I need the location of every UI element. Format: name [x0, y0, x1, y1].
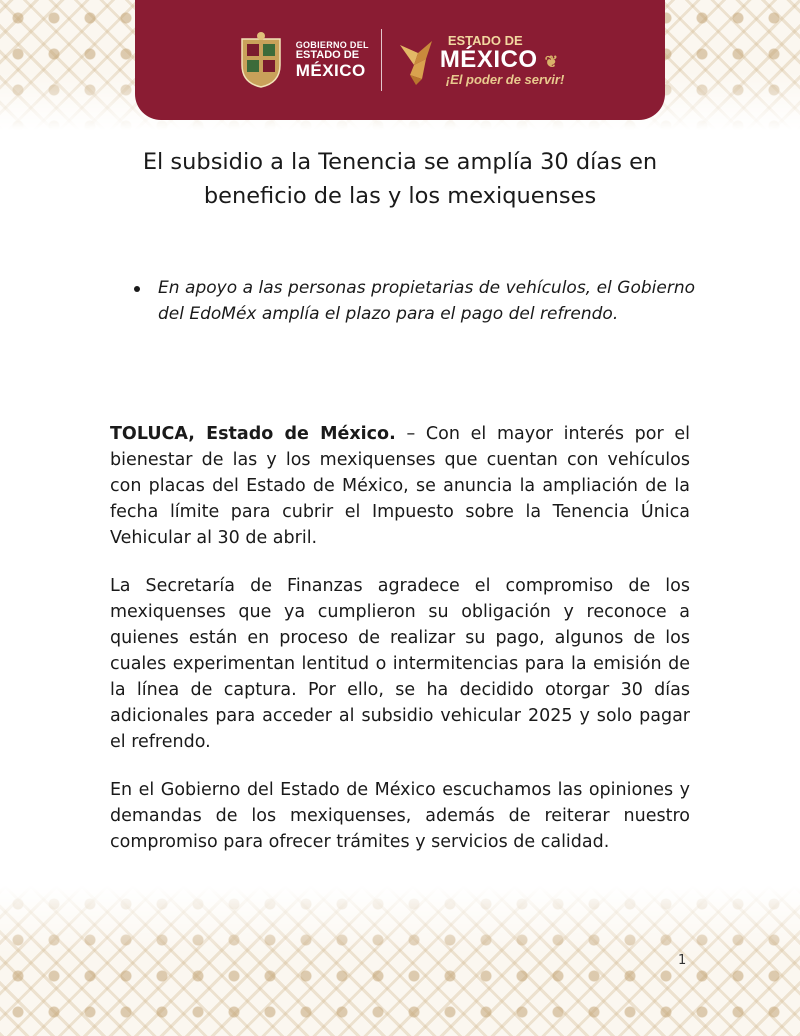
brand-line-1: ESTADO DE [447, 32, 523, 48]
bullet-dot-icon [134, 286, 140, 292]
hummingbird-logo-icon [396, 35, 436, 85]
government-wordmark [296, 41, 369, 80]
header-banner [135, 0, 665, 120]
state-brand-wordmark [440, 34, 564, 86]
state-seal-icon [236, 31, 286, 89]
paragraph-1-body: – Con el mayor interés por el bienestar de las y los mexiquenses que cuentan con vehículos con placas del Estado de México, se anuncia la ampliación de la fecha límite para cubrir el Impuesto sobre la Tenencia Única Vehicular al 30 de abril. [110, 424, 691, 548]
brand-line-2: MÉXICO [439, 46, 538, 74]
paragraph-3: En el Gobierno del Estado de México escuchamos las opiniones y demandas de los mexiquenses, además de reiterar nuestro compromiso para ofrecer trámites y servicios de calidad. [110, 780, 690, 852]
summary-bullet-text: En apoyo a las personas propietarias de vehículos, el Gobierno del EdoMéx amplía el plazo para el pago del refrendo. [158, 278, 695, 324]
dateline: TOLUCA, Estado de México. [110, 424, 396, 444]
paragraph-2: La Secretaría de Finanzas agradece el compromiso de los mexiquenses que ya cumplieron su obligación y reconoce a quienes están en proceso de realizar su pago, algunos de los cuales experimentan lentitud o intermitencias para la emisión de la línea de captura. Por ello, se ha decidido otorgar 30 días adicionales para acceder al subsidio vehicular 2025 y solo pagar el refrendo. [110, 576, 690, 752]
summary-bullets [130, 275, 695, 327]
laurel-icon: ❦ [544, 54, 559, 72]
press-release-title: El subsidio a la Tenencia se amplía 30 días en beneficio de las y los mexiquenses [142, 149, 658, 209]
summary-bullet [130, 275, 695, 327]
gov-line-3: MÉXICO [295, 60, 366, 80]
page-number: 1 [678, 953, 687, 968]
paragraph-1 [110, 421, 690, 551]
gov-line-1: GOBIERNO DEL [295, 39, 369, 50]
gov-line-2: ESTADO DE [295, 49, 360, 62]
header-divider [381, 29, 382, 91]
brand-slogan: ¡El poder de servir! [445, 71, 565, 87]
